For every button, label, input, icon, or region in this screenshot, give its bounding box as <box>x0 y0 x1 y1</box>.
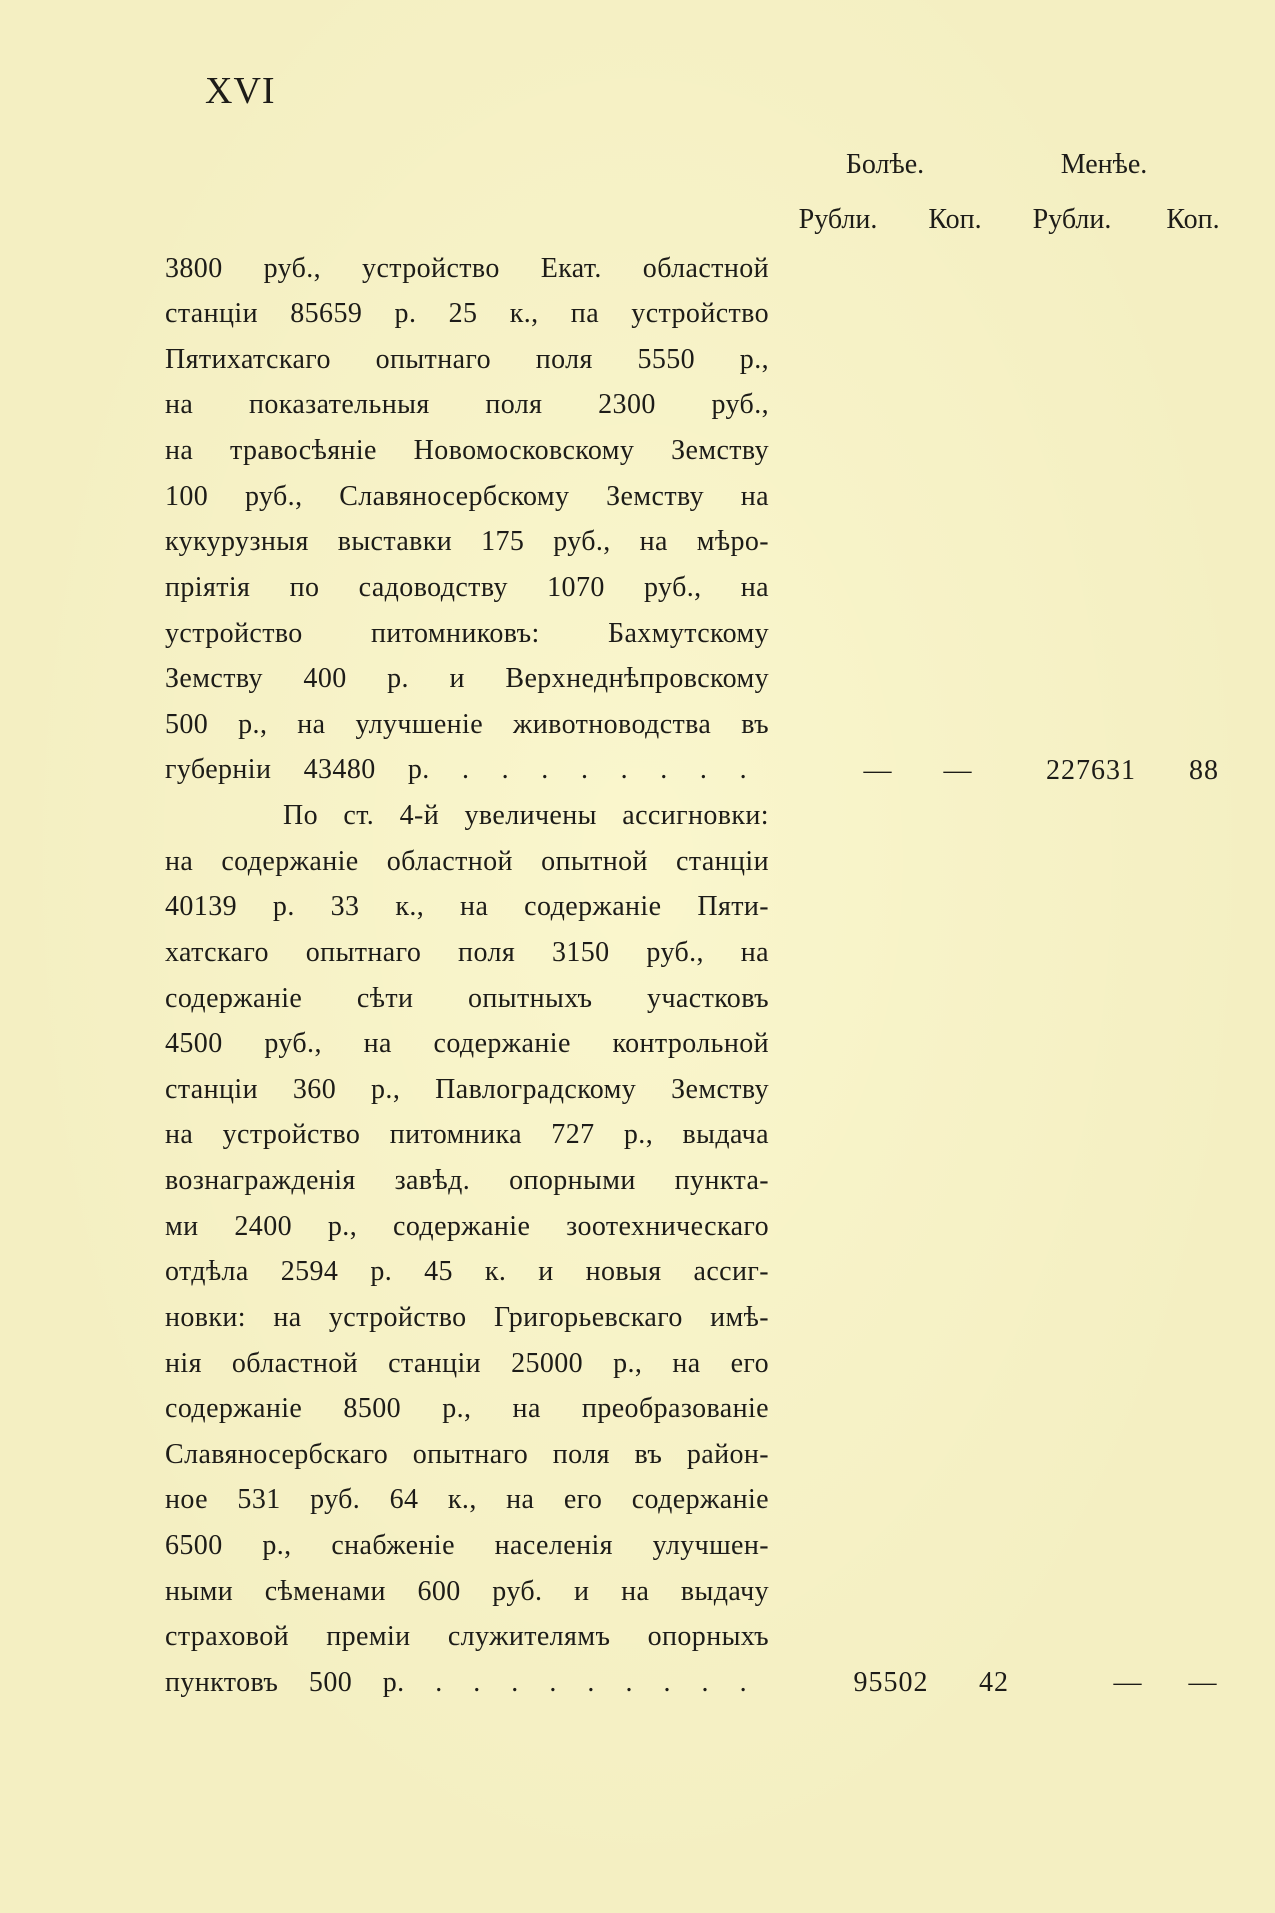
text-line: Славяносербскаго опытнаго поля въ район- <box>165 1438 769 1470</box>
text-line: 500 р., на улучшеніе животноводства въ <box>165 708 769 740</box>
paragraph-article-3 <box>165 246 769 794</box>
more-rubles-value: 95502 <box>853 1667 929 1699</box>
text-line: устройство питомниковъ: Бахмутскому <box>165 617 769 649</box>
text-line: Пятихатскаго опытнаго поля 5550 р., <box>165 343 769 375</box>
text-line-total: губерніи 43480 р. . . . . . . . . <box>165 754 747 786</box>
text-line: 100 руб., Славяносербскому Земству на <box>165 480 769 512</box>
column-header-more: Болѣе. <box>845 149 925 180</box>
text-line: страховой преміи служителямъ опорныхъ <box>165 1621 769 1653</box>
less-kopecks-value: 88 <box>1189 754 1219 786</box>
subheader-less-rubles: Рубли. <box>1032 204 1112 235</box>
less-rubles-value: 227631 <box>1046 754 1136 786</box>
text-line: на травосѣяніе Новомосковскому Земству <box>165 435 769 467</box>
subheader-more-kopecks: Коп. <box>928 204 982 235</box>
text-line: нія областной станціи 25000 р., на его <box>165 1347 769 1379</box>
more-kopecks-value: 42 <box>979 1667 1009 1699</box>
subheader-more-rubles: Рубли. <box>798 204 878 235</box>
text-line: содержаніе сѣти опытныхъ участковъ <box>165 982 769 1014</box>
amount-row-article-3 <box>0 748 1275 794</box>
text-line: на показательныя поля 2300 руб., <box>165 389 769 421</box>
less-rubles-value: — <box>1113 1667 1143 1699</box>
text-line: кукурузныя выставки 175 руб., на мѣро- <box>165 526 769 558</box>
text-line: станціи 360 р., Павлоградскому Земству <box>165 1073 769 1105</box>
text-line: ными сѣменами 600 руб. и на выдачу <box>165 1575 769 1607</box>
text-line: новки: на устройство Григорьевскаго имѣ- <box>165 1301 769 1333</box>
more-kopecks-value: — <box>943 754 973 786</box>
subheader-less-kopecks: Коп. <box>1166 204 1220 235</box>
text-line: отдѣла 2594 р. 45 к. и новыя ассиг- <box>165 1256 769 1288</box>
text-line: 6500 р., снабженіе населенія улучшен- <box>165 1530 769 1562</box>
amount-row-article-4 <box>0 1660 1275 1706</box>
more-rubles-value: — <box>863 754 893 786</box>
text-line-total: пунктовъ 500 р. . . . . . . . . . <box>165 1666 747 1698</box>
text-line: По ст. 4-й увеличены ассигновки: <box>283 800 769 832</box>
text-line: 40139 р. 33 к., на содержаніе Пяти- <box>165 891 769 923</box>
text-line: содержаніе 8500 р., на преобразованіе <box>165 1393 769 1425</box>
text-line: 3800 руб., устройство Екат. областной <box>165 252 769 284</box>
paragraph-article-4 <box>165 793 769 1706</box>
text-line: на содержаніе областной опытной станціи <box>165 845 769 877</box>
text-line: Земству 400 р. и Верхнеднѣпровскому <box>165 663 769 695</box>
text-line: станціи 85659 р. 25 к., па устройство <box>165 298 769 330</box>
text-line: пріятія по садоводству 1070 руб., на <box>165 571 769 603</box>
text-line: на устройство питомника 727 р., выдача <box>165 1119 769 1151</box>
body-text <box>165 246 769 1706</box>
page-number: XVI <box>205 70 276 112</box>
column-header-less: Менѣе. <box>1060 149 1148 180</box>
less-kopecks-value: — <box>1188 1667 1218 1699</box>
text-line: вознагражденія завѣд. опорными пункта- <box>165 1165 769 1197</box>
text-line: ное 531 руб. 64 к., на его содержаніе <box>165 1484 769 1516</box>
text-line: ми 2400 р., содержаніе зоотехническаго <box>165 1210 769 1242</box>
text-line: хатскаго опытнаго поля 3150 руб., на <box>165 936 769 968</box>
text-line: 4500 руб., на содержаніе контрольной <box>165 1028 769 1060</box>
